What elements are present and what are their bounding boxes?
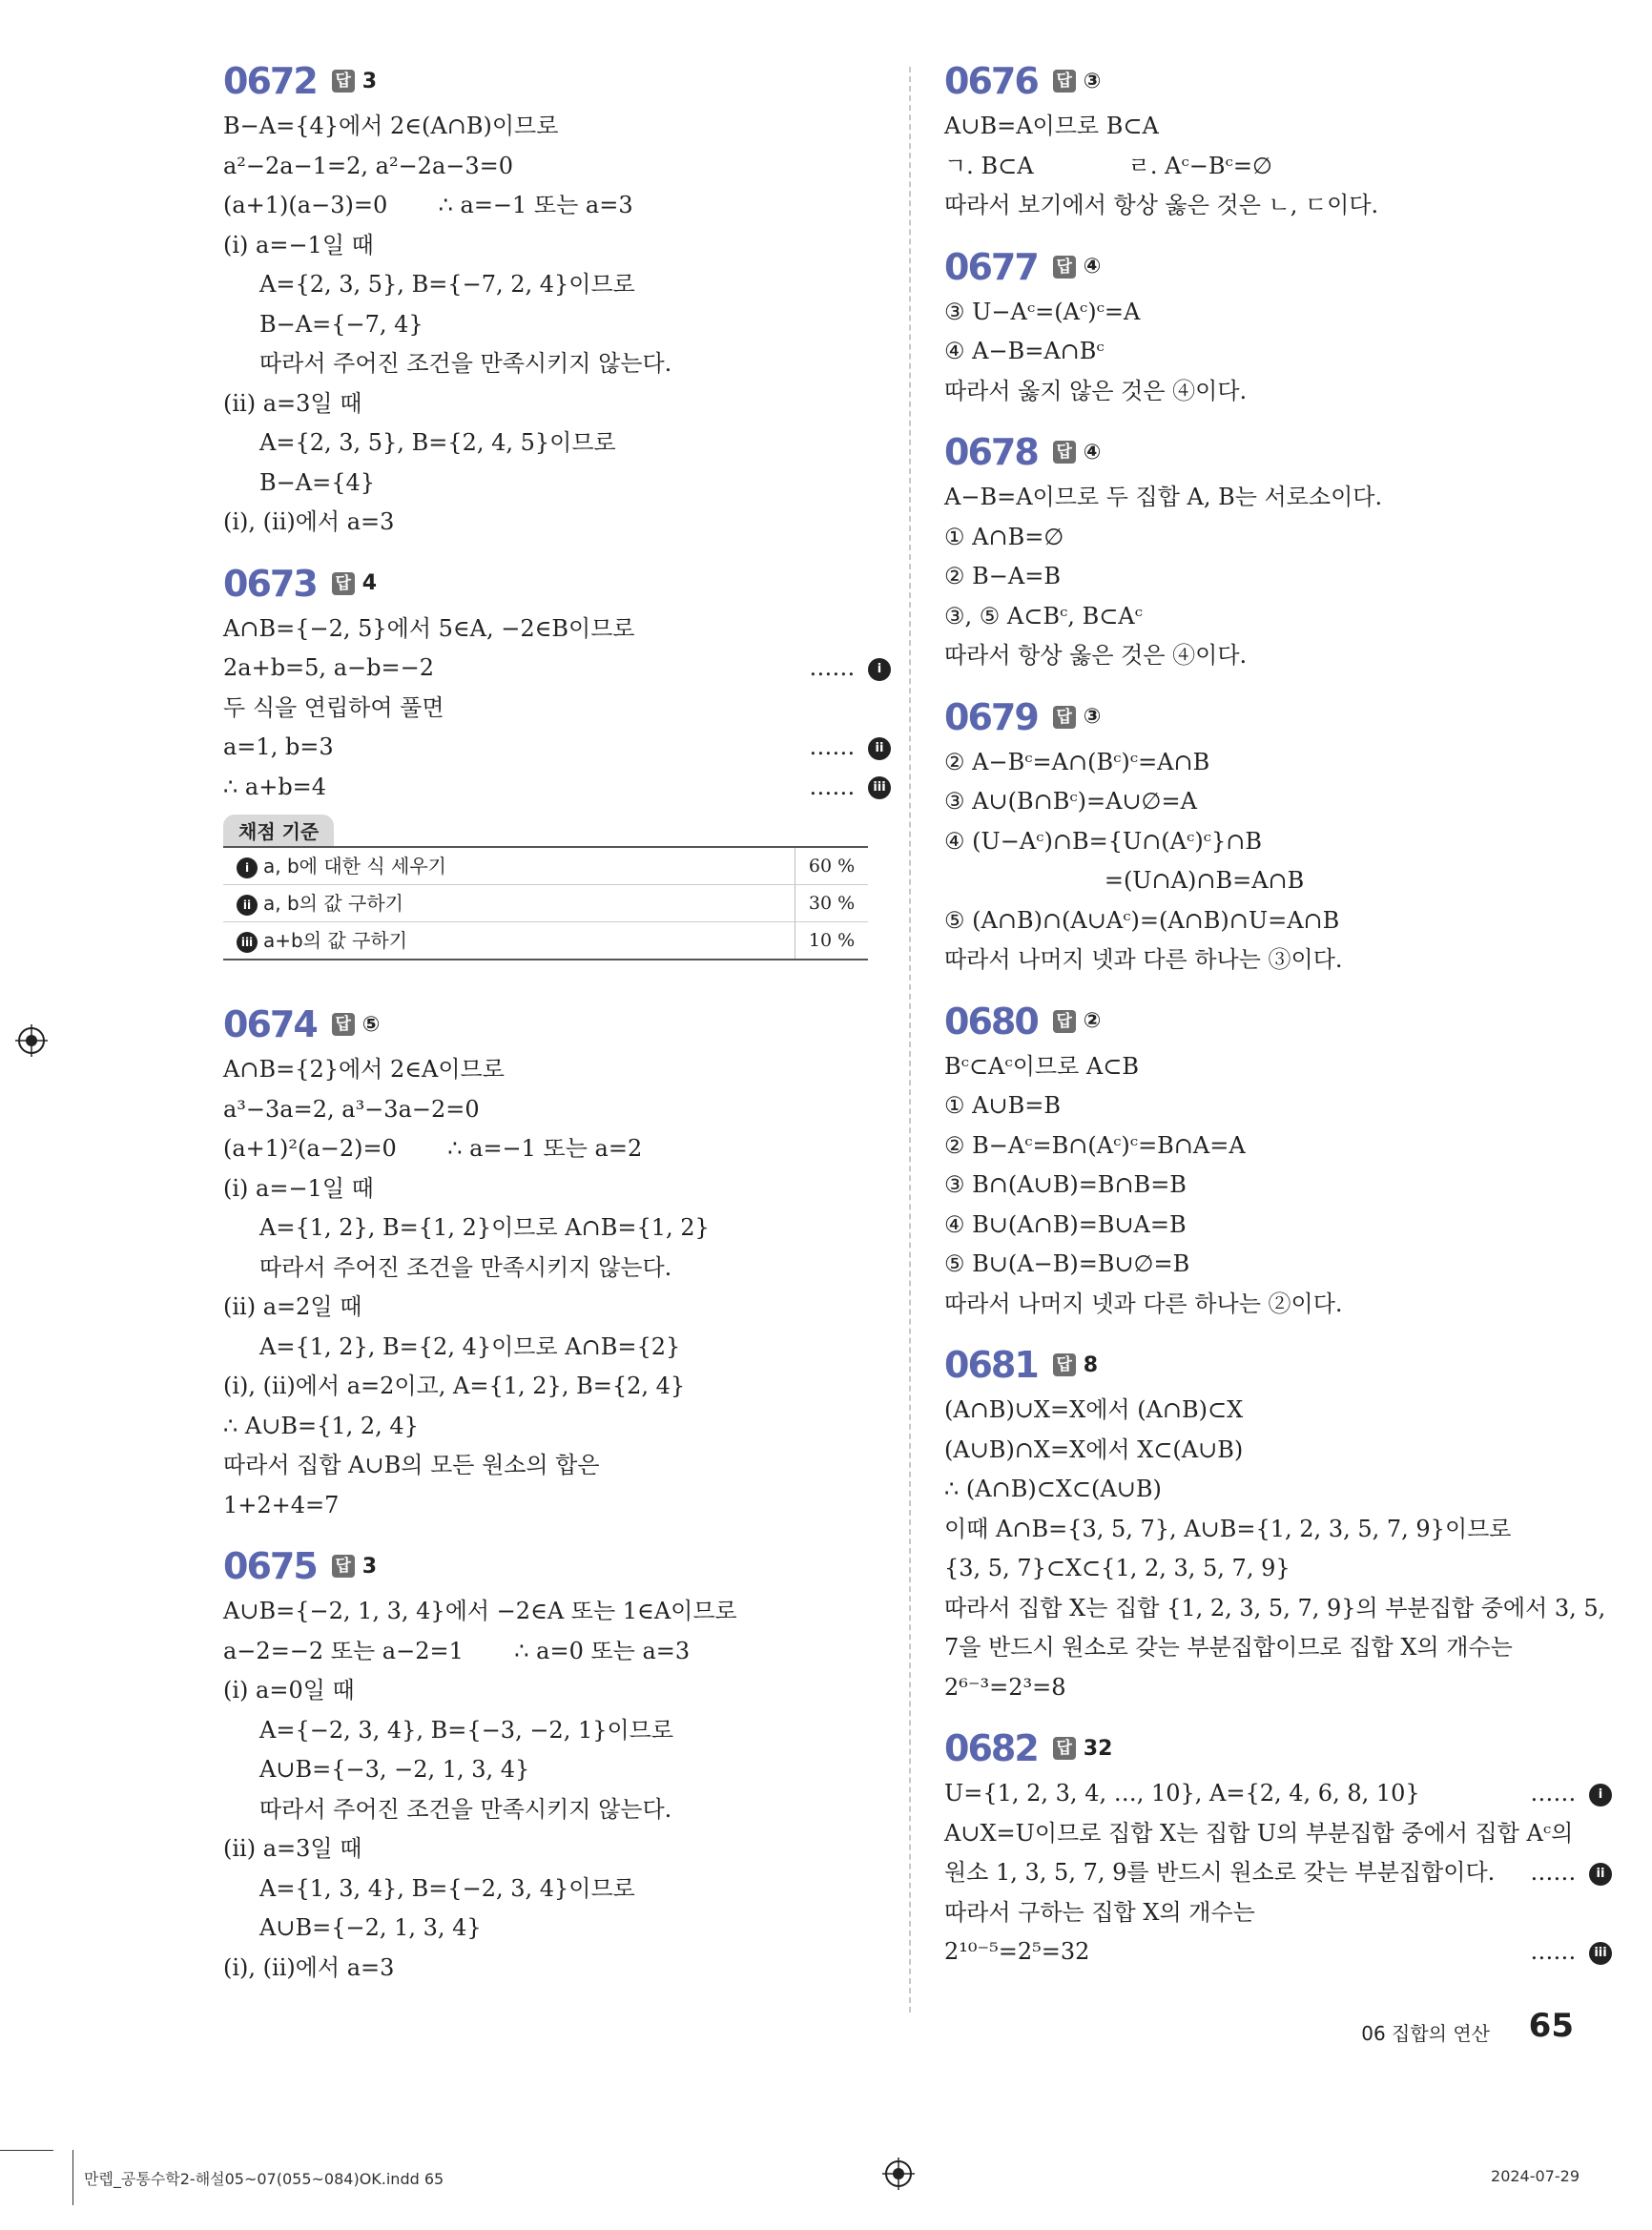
- solution-text: A∪B={−3, −2, 1, 3, 4}: [259, 1756, 530, 1783]
- crop-mark: [0, 2150, 53, 2151]
- solution-text: 원소 1, 3, 5, 7, 9를 반드시 원소로 갖는 부분집합이다.: [944, 1859, 1496, 1886]
- solution-text: 따라서 나머지 넷과 다른 하나는 ③이다.: [944, 946, 1343, 973]
- solution-text: A∩B={−2, 5}에서 5∈A, −2∈B이므로: [223, 614, 635, 642]
- problem-0674: [223, 1002, 891, 1525]
- solution-text: A={2, 3, 5}, B={−7, 2, 4}이므로: [259, 271, 635, 298]
- problem-0675: [223, 1544, 891, 1988]
- grading-criterion: [223, 922, 795, 959]
- solution-line: [223, 728, 891, 768]
- solution-text: B−A={4}에서 2∈(A∩B)이므로: [223, 113, 559, 139]
- solution-text: 따라서 주어진 조건을 만족시키지 않는다.: [259, 1795, 672, 1823]
- solution-text: A∪X=U이므로 집합 X는 집합 U의 부분집합 중에서 집합 Aᶜ의: [944, 1819, 1574, 1847]
- solution-text: ∴ (A∩B)⊂X⊂(A∪B): [944, 1476, 1162, 1502]
- solution-text: ④ B∪(A∩B)=B∪A=B: [944, 1210, 1187, 1238]
- problem-0672: [223, 59, 891, 543]
- solution-text: B−A={−7, 4}: [259, 310, 423, 338]
- solution-line: [223, 1407, 891, 1447]
- answer-tag: 답: [1053, 706, 1076, 729]
- problem-header: [944, 1000, 1612, 1043]
- grading-criterion: [223, 885, 795, 921]
- footer-section-title: 06 집합의 연산: [1361, 2022, 1490, 2045]
- problem-header: [944, 1343, 1612, 1387]
- solution-text: ∴ a+b=4: [223, 773, 327, 800]
- solution-text: 2¹⁰⁻⁵=2⁵=32: [944, 1938, 1090, 1965]
- solution-line: [944, 1628, 1612, 1668]
- step-marker-icon: iii: [868, 776, 891, 799]
- solution-text: (i), (ii)에서 a=3: [223, 508, 395, 535]
- answer-tag: 답: [1053, 1010, 1076, 1033]
- solution-line: [223, 1711, 891, 1751]
- problem-0673: [223, 562, 891, 961]
- right-column: [944, 59, 1612, 1992]
- solution-line: [944, 1668, 1612, 1708]
- problem-header: [944, 430, 1612, 474]
- step-marker-icon: iii: [1589, 1942, 1612, 1965]
- solution-text: 1+2+4=7: [223, 1491, 340, 1518]
- solution-line: [944, 597, 1612, 637]
- problem-header: [223, 1002, 891, 1046]
- solution-text: ⑤ B∪(A−B)=B∪∅=B: [944, 1250, 1190, 1277]
- grading-row: [223, 922, 868, 959]
- problem-number: 0681: [944, 1344, 1038, 1386]
- solution-text: a²−2a−1=2, a²−2a−3=0: [223, 152, 514, 179]
- solution-line: [223, 1592, 891, 1632]
- solution-text: a=1, b=3: [223, 733, 334, 760]
- solution-text: A∪B=A이므로 B⊂A: [944, 113, 1159, 139]
- answer-tag: 답: [1053, 70, 1076, 93]
- problem-number: 0675: [223, 1545, 317, 1587]
- grading-percent: 30 %: [795, 885, 868, 921]
- solution-line: [944, 372, 1612, 412]
- step-marker: …… i: [809, 649, 891, 689]
- solution-text: =(U∩A)∩B=A∩B: [944, 867, 1305, 894]
- answer-tag: 답: [1053, 256, 1076, 279]
- solution-line: [223, 1486, 891, 1526]
- problem-0679: [944, 695, 1612, 981]
- print-file-name: 만렙_공통수학2-해설05~07(055~084)OK.indd 65: [84, 2170, 444, 2188]
- problem-number: 0679: [944, 695, 1038, 738]
- grading-table: [223, 846, 868, 960]
- solution-text: ④ A−B=A∩Bᶜ: [944, 338, 1105, 364]
- solution-line: [223, 384, 891, 424]
- solution-text: (i) a=−1일 때: [223, 231, 374, 258]
- solution-line: [944, 1126, 1612, 1167]
- solution-line: [223, 609, 891, 650]
- solution-text: (A∪B)∩X=X에서 X⊂(A∪B): [944, 1435, 1244, 1463]
- solution-line: [223, 1750, 891, 1790]
- solution-line: [944, 1932, 1612, 1972]
- solution-line: [223, 107, 891, 147]
- problem-0682: [944, 1726, 1612, 1972]
- solution-text: ③ A∪(B∩Bᶜ)=A∪∅=A: [944, 788, 1197, 815]
- solution-text: ③ U−Aᶜ=(Aᶜ)ᶜ=A: [944, 298, 1141, 325]
- solution-line: [944, 861, 1612, 901]
- left-column: [223, 59, 891, 2007]
- problem-0677: [944, 245, 1612, 412]
- solution-text: (ii) a=3일 때: [223, 389, 362, 417]
- problem-number: 0677: [944, 245, 1038, 288]
- step-marker: …… iii: [809, 768, 891, 808]
- answer-tag: 답: [332, 572, 355, 595]
- step-marker-icon: iii: [237, 932, 258, 953]
- solution-line: [223, 305, 891, 345]
- solution-line: [223, 1169, 891, 1209]
- problem-header: [223, 562, 891, 606]
- solution-line: [223, 1829, 891, 1869]
- solution-line: [223, 1129, 891, 1169]
- solution-text: 따라서 집합 A∪B의 모든 원소의 합은: [223, 1452, 600, 1478]
- answer-value: 4: [361, 571, 378, 595]
- solution-line: [944, 636, 1612, 676]
- problem-number: 0676: [944, 60, 1038, 102]
- solution-line: [944, 1285, 1612, 1325]
- solution-line: [944, 1893, 1612, 1933]
- solution-text: ④ (U−Aᶜ)∩B={U∩(Aᶜ)ᶜ}∩B: [944, 827, 1262, 855]
- step-marker-icon: i: [1589, 1784, 1612, 1807]
- crop-mark: [72, 2150, 73, 2205]
- solution-text: 따라서 옳지 않은 것은 ④이다.: [944, 377, 1248, 404]
- column-divider: [909, 67, 911, 2013]
- problem-number: 0682: [944, 1727, 1038, 1769]
- solution-text: 2a+b=5, a−b=−2: [223, 654, 434, 681]
- problem-number: 0678: [944, 431, 1038, 473]
- solution-text: (ii) a=2일 때: [223, 1293, 362, 1320]
- solution-line: [944, 518, 1612, 558]
- step-marker: …… i: [1530, 1774, 1612, 1814]
- solution-line: [223, 344, 891, 384]
- solution-text: (ii) a=3일 때: [223, 1835, 362, 1862]
- solution-text: ③, ⑤ A⊂Bᶜ, B⊂Aᶜ: [944, 602, 1143, 630]
- solution-text: A∩B={2}에서 2∈A이므로: [223, 1056, 505, 1083]
- answer-value: ②: [1083, 1009, 1102, 1033]
- solution-line: [944, 1549, 1612, 1589]
- solution-line: [223, 1328, 891, 1368]
- step-marker-icon: ii: [237, 895, 258, 916]
- solution-line: [223, 1909, 891, 1949]
- solution-line: [223, 1869, 891, 1910]
- step-marker: …… ii: [809, 728, 891, 768]
- problem-number: 0674: [223, 1003, 317, 1045]
- solution-line: [944, 1047, 1612, 1087]
- solution-line: [223, 423, 891, 464]
- problem-0676: [944, 59, 1612, 226]
- solution-text: ③ B∩(A∪B)=B∩B=B: [944, 1171, 1187, 1198]
- criterion-text: a+b의 값 구하기: [263, 929, 408, 952]
- solution-line: [223, 1446, 891, 1486]
- solution-text: A={1, 3, 4}, B={−2, 3, 4}이므로: [259, 1874, 635, 1902]
- problem-header: [223, 1544, 891, 1588]
- solution-text: ① A∩B=∅: [944, 523, 1064, 550]
- solution-text: 따라서 보기에서 항상 옳은 것은 ㄴ, ㄷ이다.: [944, 192, 1379, 218]
- solution-text: 따라서 나머지 넷과 다른 하나는 ②이다.: [944, 1290, 1343, 1317]
- answer-value: ⑤: [361, 1012, 381, 1037]
- solution-line: [944, 901, 1612, 941]
- solution-line: [223, 1671, 891, 1711]
- solution-line: [944, 1774, 1612, 1814]
- solution-line: [223, 1288, 891, 1328]
- step-marker-icon: i: [868, 658, 891, 681]
- answer-value: ③: [1083, 705, 1102, 729]
- solution-text: 두 식을 연립하여 풀면: [223, 693, 444, 721]
- solution-text: 2⁶⁻³=2³=8: [944, 1673, 1066, 1701]
- answer-value: ④: [1083, 440, 1102, 465]
- solution-line: [223, 1790, 891, 1830]
- solution-text: 7을 반드시 원소로 갖는 부분집합이므로 집합 X의 개수는: [944, 1634, 1513, 1661]
- answer-tag: 답: [1053, 1737, 1076, 1760]
- problem-header: [944, 59, 1612, 103]
- solution-text: ∴ A∪B={1, 2, 4}: [223, 1412, 419, 1439]
- grading-criteria: [223, 815, 868, 960]
- page-number: 65: [1528, 2007, 1574, 2045]
- solution-text: (i), (ii)에서 a=3: [223, 1953, 395, 1981]
- solution-line: [944, 1166, 1612, 1206]
- solution-text: a³−3a=2, a³−3a−2=0: [223, 1095, 480, 1123]
- solution-line: [944, 940, 1612, 981]
- solution-line: [944, 557, 1612, 597]
- solution-line: [944, 478, 1612, 518]
- solution-line: [944, 1814, 1612, 1854]
- step-marker-icon: ii: [868, 737, 891, 760]
- solution-line: [223, 768, 891, 808]
- answer-tag: 답: [1053, 1353, 1076, 1376]
- step-marker-icon: i: [237, 857, 258, 878]
- step-marker: …… ii: [1530, 1853, 1612, 1893]
- solution-line: [944, 332, 1612, 372]
- registration-mark-icon: [15, 1024, 48, 1057]
- solution-text: ② B−Aᶜ=B∩(Aᶜ)ᶜ=B∩A=A: [944, 1131, 1246, 1159]
- problem-number: 0673: [223, 562, 317, 605]
- answer-value: 3: [361, 1554, 378, 1579]
- solution-text: a−2=−2 또는 a−2=1 ∴ a=0 또는 a=3: [223, 1637, 691, 1664]
- solution-line: [944, 1206, 1612, 1246]
- problem-0681: [944, 1343, 1612, 1707]
- solution-line: [223, 265, 891, 305]
- solution-text: ⑤ (A∩B)∩(A∪Aᶜ)=(A∩B)∩U=A∩B: [944, 906, 1340, 934]
- answer-tag: 답: [332, 1555, 355, 1578]
- answer-value: 32: [1083, 1736, 1113, 1761]
- solution-line: [223, 1249, 891, 1289]
- criterion-text: a, b의 값 구하기: [263, 892, 403, 915]
- solution-line: [223, 503, 891, 543]
- solution-line: [223, 1949, 891, 1989]
- criterion-text: a, b에 대한 식 세우기: [263, 855, 446, 878]
- solution-text: 따라서 구하는 집합 X의 개수는: [944, 1898, 1255, 1926]
- solution-text: 따라서 집합 X는 집합 {1, 2, 3, 5, 7, 9}의 부분집합 중에서 3, 5,: [944, 1594, 1606, 1621]
- solution-line: [944, 1589, 1612, 1629]
- problem-header: [944, 695, 1612, 739]
- solution-text: (i) a=0일 때: [223, 1677, 355, 1703]
- solution-text: 따라서 주어진 조건을 만족시키지 않는다.: [259, 1253, 672, 1281]
- answer-value: ④: [1083, 255, 1102, 279]
- solution-line: [223, 1208, 891, 1249]
- solution-line: [223, 1367, 891, 1407]
- solution-line: [223, 649, 891, 689]
- solution-text: U={1, 2, 3, 4, …, 10}, A={2, 4, 6, 8, 10}: [944, 1780, 1420, 1807]
- solution-line: [223, 186, 891, 226]
- solution-line: [223, 464, 891, 504]
- problem-number: 0680: [944, 1000, 1038, 1043]
- print-date: 2024-07-29: [1491, 2167, 1580, 2185]
- solution-line: [223, 1632, 891, 1672]
- solution-line: [944, 782, 1612, 822]
- solution-line: [223, 1050, 891, 1090]
- solution-text: (i), (ii)에서 a=2이고, A={1, 2}, B={2, 4}: [223, 1373, 686, 1399]
- solution-text: A∪B={−2, 1, 3, 4}: [259, 1914, 482, 1941]
- problem-0678: [944, 430, 1612, 676]
- solution-text: B−A={4}: [259, 468, 375, 496]
- solution-text: ㄱ. B⊂A ㄹ. Aᶜ−Bᶜ=∅: [944, 152, 1272, 179]
- solution-line: [944, 1853, 1612, 1893]
- answer-value: 8: [1083, 1352, 1099, 1377]
- solution-line: [223, 689, 891, 729]
- solution-line: [223, 226, 891, 266]
- solution-line: [944, 743, 1612, 783]
- solution-text: 따라서 주어진 조건을 만족시키지 않는다.: [259, 350, 672, 377]
- solution-text: (i) a=−1일 때: [223, 1174, 374, 1202]
- step-marker-icon: ii: [1589, 1863, 1612, 1886]
- solution-line: [944, 147, 1612, 187]
- solution-line: [944, 1431, 1612, 1471]
- solution-text: Bᶜ⊂Aᶜ이므로 A⊂B: [944, 1052, 1139, 1080]
- solution-text: (a+1)(a−3)=0 ∴ a=−1 또는 a=3: [223, 192, 633, 218]
- solution-text: A−B=A이므로 두 집합 A, B는 서로소이다.: [944, 484, 1383, 510]
- step-marker: …… iii: [1530, 1932, 1612, 1972]
- solution-line: [944, 293, 1612, 333]
- grading-row: [223, 848, 868, 885]
- problem-0680: [944, 1000, 1612, 1325]
- grading-percent: 60 %: [795, 848, 868, 884]
- answer-tag: 답: [1053, 441, 1076, 464]
- problem-header: [223, 59, 891, 103]
- solution-line: [223, 147, 891, 187]
- solution-line: [944, 186, 1612, 226]
- answer-tag: 답: [332, 70, 355, 93]
- answer-value: 3: [361, 69, 378, 93]
- grading-criterion: [223, 848, 795, 884]
- grading-percent: 10 %: [795, 922, 868, 959]
- solution-line: [944, 1245, 1612, 1285]
- solution-line: [944, 1391, 1612, 1431]
- registration-mark-icon: [882, 2158, 915, 2190]
- solution-line: [944, 822, 1612, 862]
- solution-text: (a+1)²(a−2)=0 ∴ a=−1 또는 a=2: [223, 1135, 643, 1162]
- solution-text: 이때 A∩B={3, 5, 7}, A∪B={1, 2, 3, 5, 7, 9}이므로: [944, 1515, 1512, 1542]
- problem-header: [944, 1726, 1612, 1770]
- solution-line: [944, 1510, 1612, 1550]
- solution-text: ② A−Bᶜ=A∩(Bᶜ)ᶜ=A∩B: [944, 748, 1210, 775]
- answer-tag: 답: [332, 1013, 355, 1036]
- problem-header: [944, 245, 1612, 289]
- answer-value: ③: [1083, 69, 1102, 93]
- solution-text: ② B−A=B: [944, 563, 1061, 589]
- grading-row: [223, 885, 868, 922]
- solution-text: (A∩B)∪X=X에서 (A∩B)⊂X: [944, 1396, 1244, 1423]
- solution-text: A={2, 3, 5}, B={2, 4, 5}이므로: [259, 429, 616, 456]
- solution-line: [944, 1086, 1612, 1126]
- problem-number: 0672: [223, 60, 317, 102]
- solution-text: A={1, 2}, B={2, 4}이므로 A∩B={2}: [259, 1332, 681, 1360]
- solution-line: [223, 1090, 891, 1130]
- solution-text: 따라서 항상 옳은 것은 ④이다.: [944, 642, 1248, 669]
- solution-text: A={−2, 3, 4}, B={−3, −2, 1}이므로: [259, 1716, 674, 1744]
- grading-title: 채점 기준: [223, 815, 334, 846]
- solution-text: A={1, 2}, B={1, 2}이므로 A∩B={1, 2}: [259, 1214, 710, 1241]
- solution-text: ① A∪B=B: [944, 1092, 1061, 1119]
- solution-line: [944, 107, 1612, 147]
- solution-text: {3, 5, 7}⊂X⊂{1, 2, 3, 5, 7, 9}: [944, 1555, 1291, 1581]
- solution-line: [944, 1470, 1612, 1510]
- solution-text: A∪B={−2, 1, 3, 4}에서 −2∈A 또는 1∈A이므로: [223, 1598, 737, 1624]
